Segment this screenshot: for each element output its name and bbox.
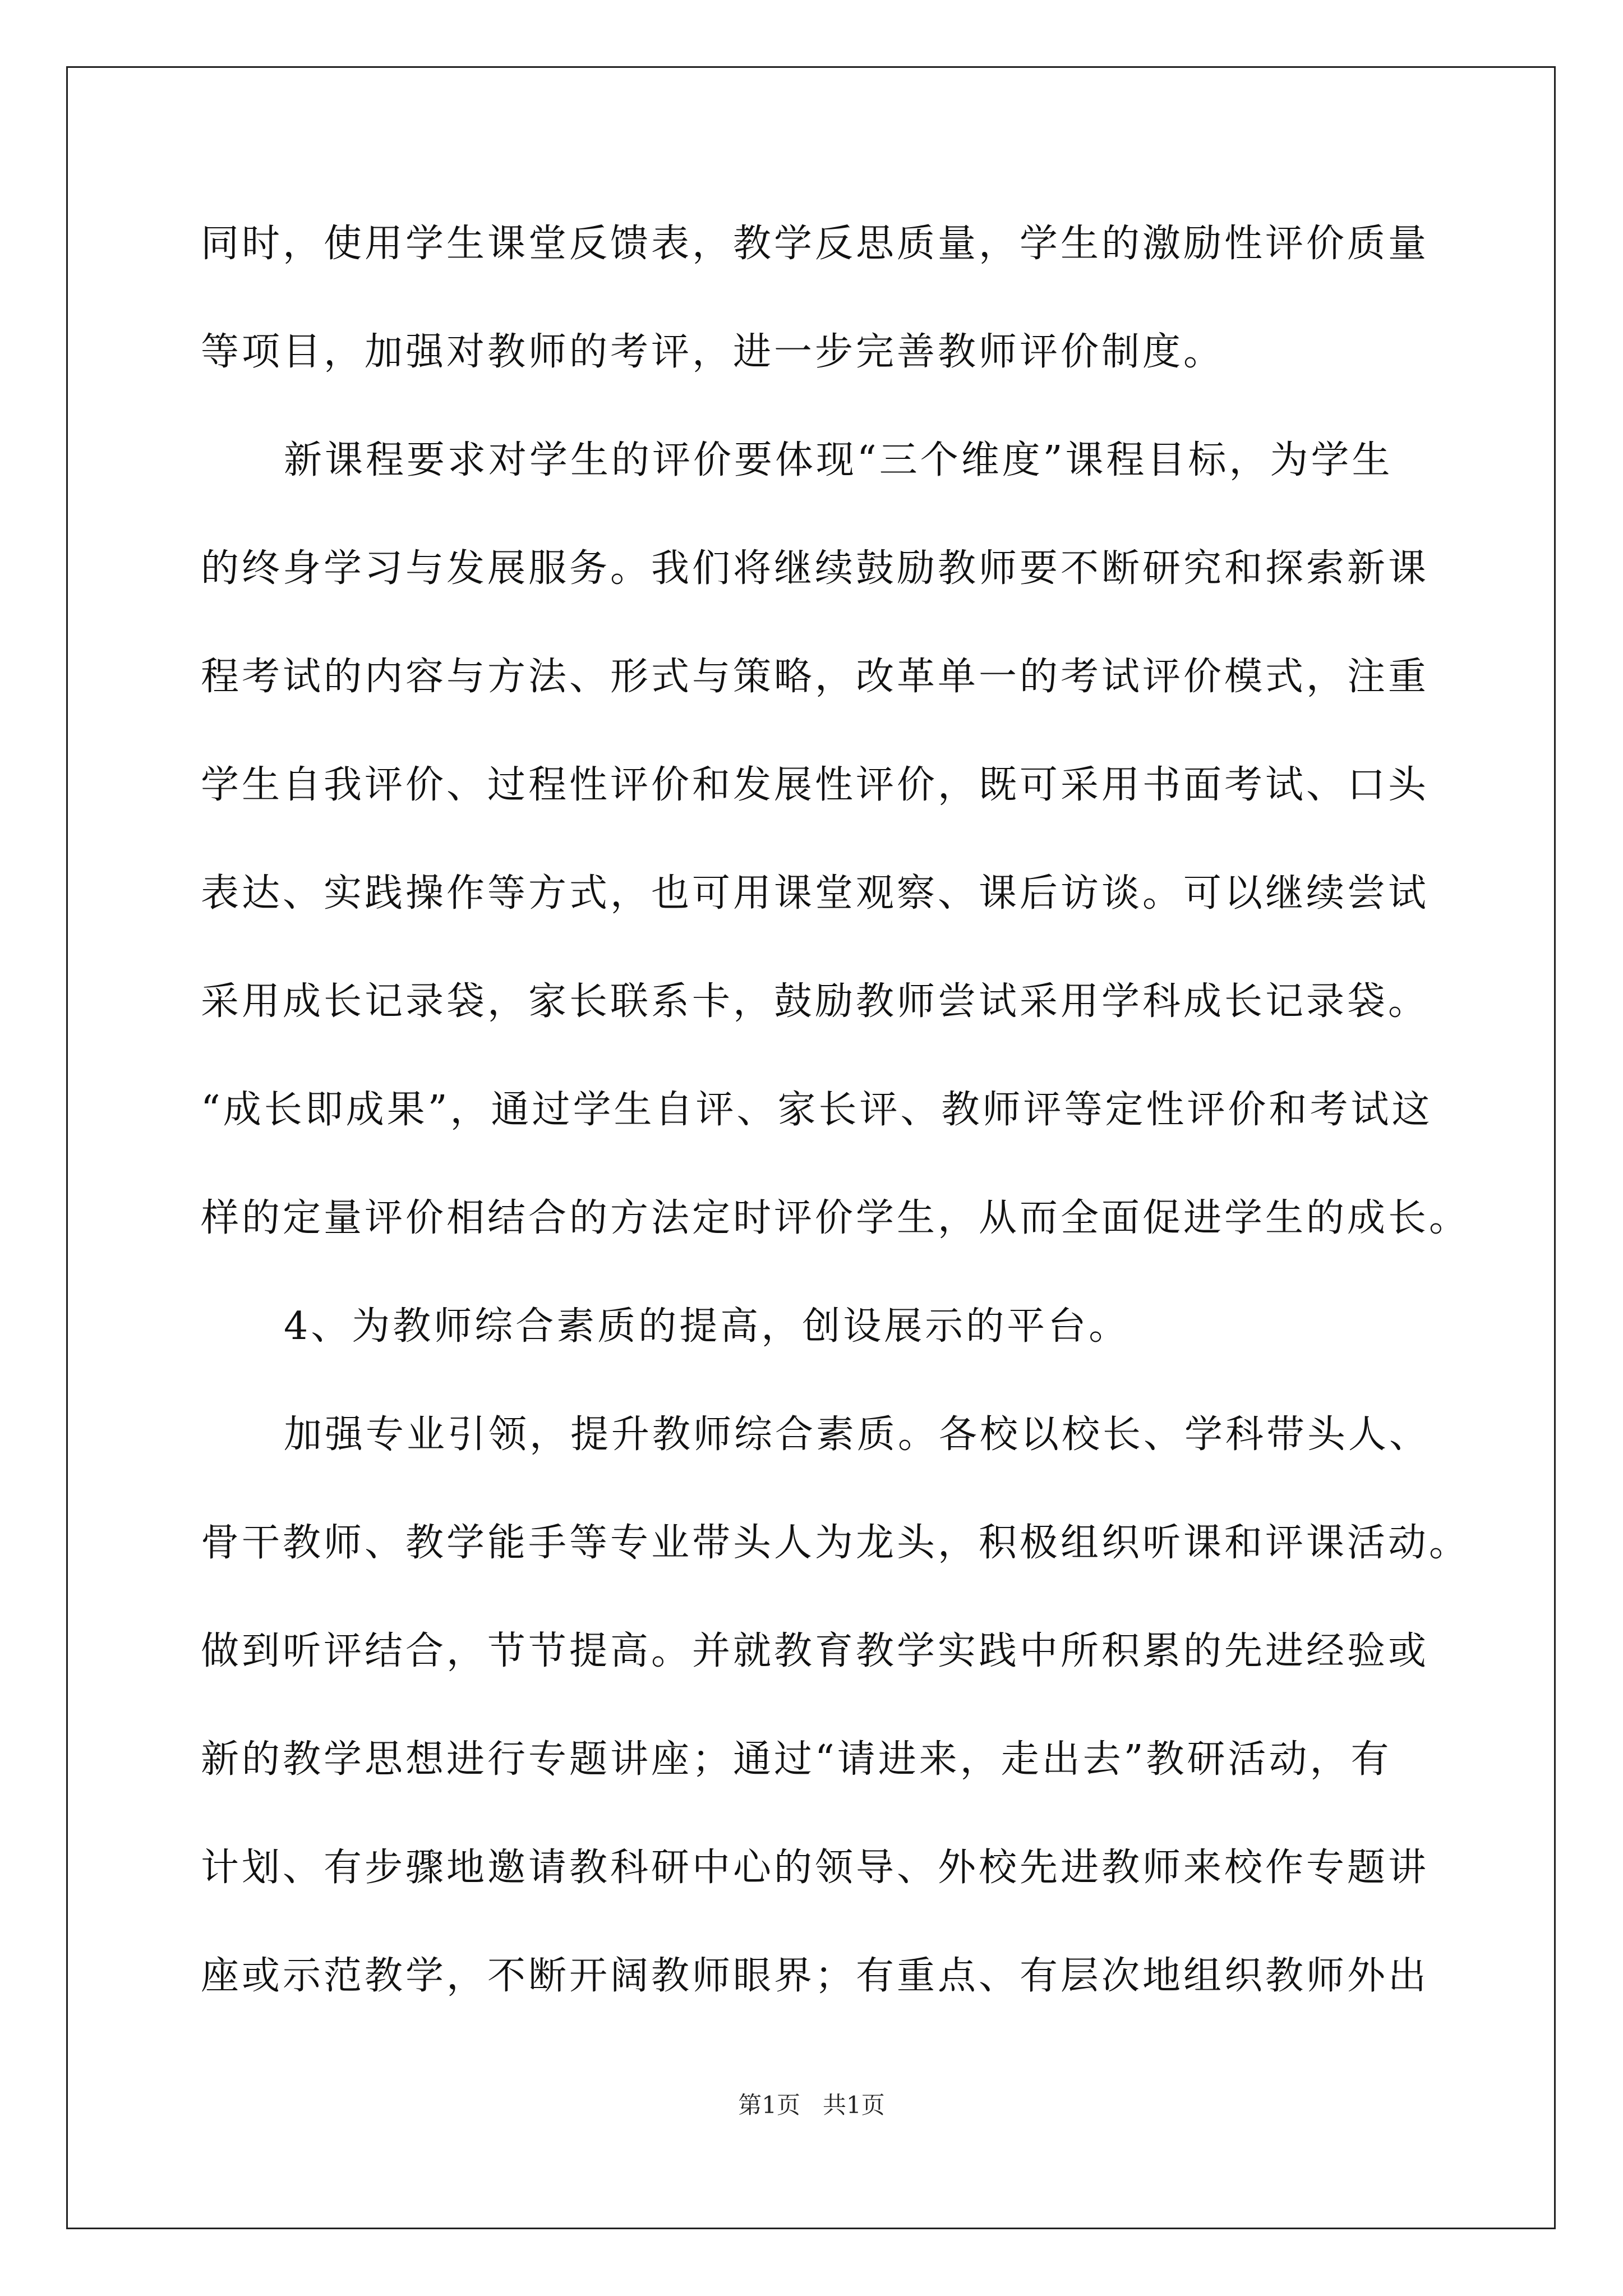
text-line: 做到听评结合，节节提高。并就教育教学实践中所积累的先进经验或	[201, 1629, 1430, 1673]
text-line: 程考试的内容与方法、形式与策略，改革单一的考试评价模式，注重	[201, 655, 1430, 699]
text-line: 样的定量评价相结合的方法定时评价学生，从而全面促进学生的成长。	[201, 1196, 1470, 1240]
text-line: 学生自我评价、过程性评价和发展性评价，既可采用书面考试、口头	[201, 763, 1430, 807]
text-line: 同时，使用学生课堂反馈表，教学反思质量，学生的激励性评价质量	[201, 222, 1430, 266]
paragraph-start-line: 加强专业引领，提升教师综合素质。各校以校长、学科带头人、	[284, 1412, 1431, 1457]
paragraph-start-line: 新课程要求对学生的评价要体现“三个维度”课程目标，为学生	[284, 438, 1393, 482]
text-line: “成长即成果”，通过学生自评、家长评、教师评等定性评价和考试这	[201, 1088, 1433, 1132]
page-footer: 第1页 共1页	[738, 2091, 885, 2119]
document-body	[201, 220, 1470, 2060]
text-line: 骨干教师、教学能手等专业带头人为龙头，积极组织听课和评课活动。	[201, 1521, 1470, 1565]
text-line: 的终身学习与发展服务。我们将继续鼓励教师要不断研究和探索新课	[201, 546, 1430, 591]
text-line: 等项目，加强对教师的考评，进一步完善教师评价制度。	[201, 330, 1225, 374]
text-line: 新的教学思想进行专题讲座；通过“请进来，走出去”教研活动，有	[201, 1737, 1392, 1782]
text-line: 表达、实践操作等方式，也可用课堂观察、课后访谈。可以继续尝试	[201, 871, 1430, 915]
section-heading: 4、为教师综合素质的提高，创设展示的平台。	[284, 1304, 1130, 1349]
text-line: 采用成长记录袋，家长联系卡，鼓励教师尝试采用学科成长记录袋。	[201, 979, 1430, 1024]
text-line: 计划、有步骤地邀请教科研中心的领导、外校先进教师来校作专题讲	[201, 1846, 1430, 1890]
text-line: 座或示范教学，不断开阔教师眼界；有重点、有层次地组织教师外出	[201, 1954, 1430, 1998]
